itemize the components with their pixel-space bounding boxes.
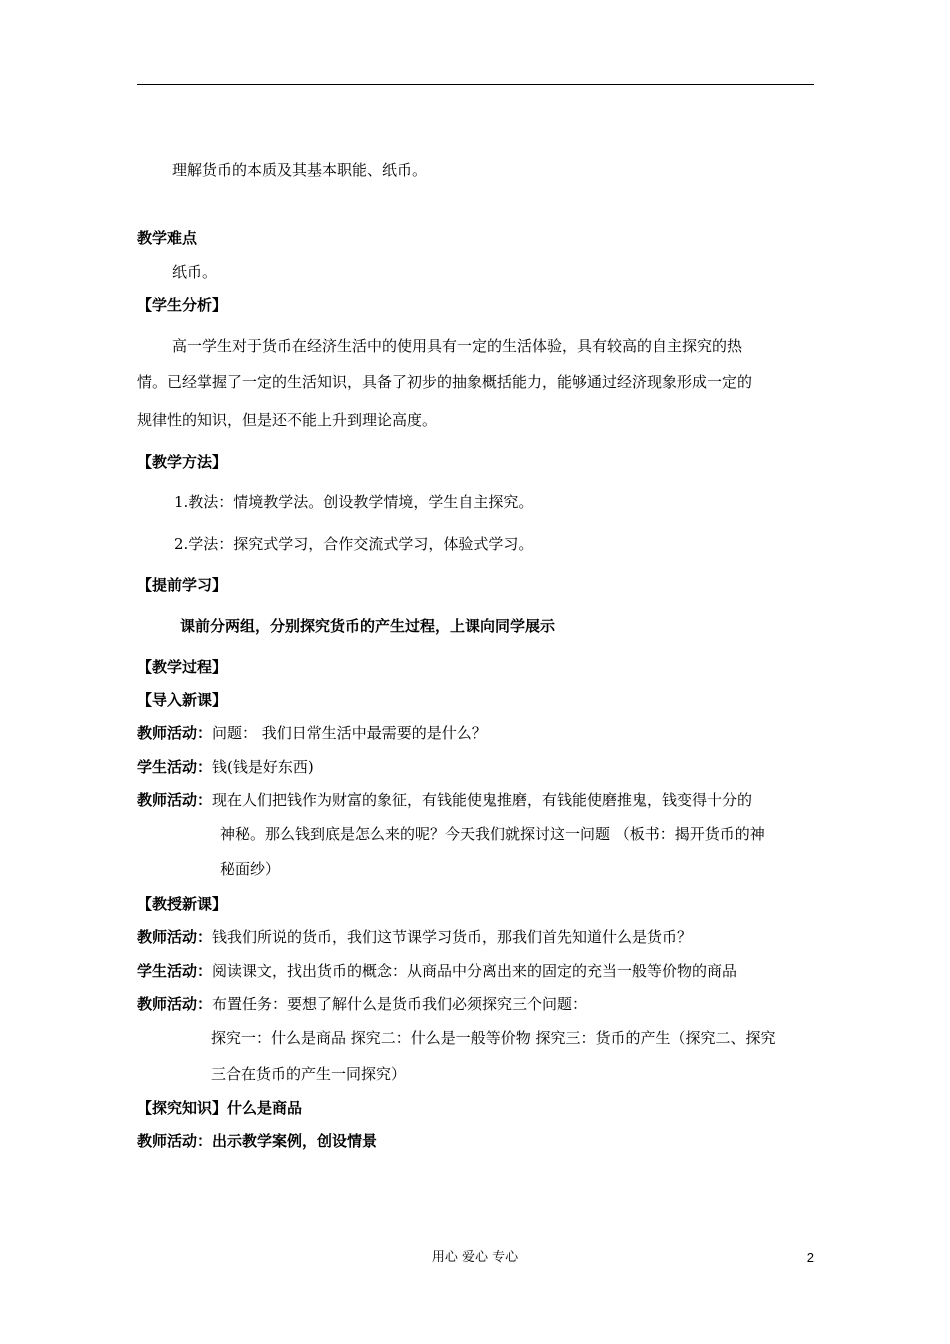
- section-heading-intro: 【导入新课】: [137, 691, 228, 709]
- section-heading-process: 【教学过程】: [137, 658, 228, 676]
- teacher-activity-row-1: [137, 723, 487, 743]
- difficulty-text: 纸币。: [172, 263, 218, 281]
- teacher-activity-text: 现在人们把钱作为财富的象征，有钱能使鬼推磨，有钱能使磨推鬼，钱变得十分的: [212, 791, 753, 809]
- method-item-2: 2.学法：探究式学习，合作交流式学习，体验式学习。: [174, 535, 534, 553]
- teacher-activity-text: 出示教学案例，创设情景: [212, 1132, 378, 1150]
- teacher-activity-label: 教师活动：: [137, 1132, 213, 1150]
- pre-study-text: 课前分两组，分别探究货币的产生过程，上课向同学展示: [180, 617, 556, 635]
- teacher-activity-label: 教师活动：: [137, 724, 213, 742]
- student-activity-text: 钱(钱是好东西): [212, 758, 314, 776]
- student-activity-row-2: [137, 961, 737, 981]
- section-heading-new-lesson: 【教授新课】: [137, 895, 228, 913]
- section-heading-pre-study: 【提前学习】: [137, 576, 228, 594]
- teacher-activity-text: 钱我们所说的货币，我们这节课学习货币，那我们首先知道什么是货币？: [212, 928, 693, 946]
- teacher-activity-label: 教师活动：: [137, 995, 213, 1013]
- teacher-activity-row-5: [137, 1131, 377, 1151]
- teacher-activity-row-3: [137, 927, 692, 947]
- page-number: 2: [806, 1250, 814, 1265]
- inquiry-list-line-1: 探究一：什么是商品 探究二：什么是一般等价物 探究三：货币的产生（探究二、探究: [211, 1029, 776, 1047]
- student-activity-row-1: [137, 757, 314, 777]
- student-activity-text: 阅读课文，找出货币的概念：从商品中分离出来的固定的充当一般等价物的商品: [212, 962, 738, 980]
- section-heading-difficulty: 教学难点: [137, 229, 198, 247]
- student-activity-label: 学生活动：: [137, 962, 213, 980]
- student-analysis-line-3: 规律性的知识，但是还不能上升到理论高度。: [137, 411, 438, 429]
- inquiry-list-line-2: 三合在货币的产生一同探究）: [211, 1065, 407, 1083]
- teacher-activity-row-2: [137, 790, 752, 810]
- student-activity-label: 学生活动：: [137, 758, 213, 776]
- section-heading-student-analysis: 【学生分析】: [137, 296, 228, 314]
- student-analysis-line-1: 高一学生对于货币在经济生活中的使用具有一定的生活体验，具有较高的自主探究的热: [172, 337, 743, 355]
- teacher-activity-row-4: [137, 994, 587, 1014]
- teacher-activity-continuation: 神秘。那么钱到底是怎么来的呢？今天我们就探讨这一问题 （板书：揭开货币的神: [220, 825, 765, 843]
- page-footer: 用心 爱心 专心: [431, 1250, 519, 1265]
- section-heading-methods: 【教学方法】: [137, 453, 228, 471]
- teacher-activity-label: 教师活动：: [137, 791, 213, 809]
- method-item-1: 1.教法：情境教学法。创设教学情境，学生自主探究。: [174, 493, 534, 511]
- teacher-activity-text: 问题： 我们日常生活中最需要的是什么？: [212, 724, 487, 742]
- header-rule: [137, 84, 814, 85]
- teacher-activity-text: 布置任务：要想了解什么是货币我们必须探究三个问题：: [212, 995, 588, 1013]
- student-analysis-line-2: 情。已经掌握了一定的生活知识，具备了初步的抽象概括能力，能够通过经济现象形成一定的: [137, 373, 753, 391]
- teacher-activity-label: 教师活动：: [137, 928, 213, 946]
- teacher-activity-continuation: 秘面纱）: [220, 860, 281, 878]
- explore-heading-topic: 什么是商品: [227, 1099, 303, 1117]
- explore-heading-bracket: 【探究知识】: [137, 1099, 228, 1117]
- key-point-text: 理解货币的本质及其基本职能、纸币。: [172, 161, 428, 179]
- section-heading-explore: [137, 1098, 302, 1118]
